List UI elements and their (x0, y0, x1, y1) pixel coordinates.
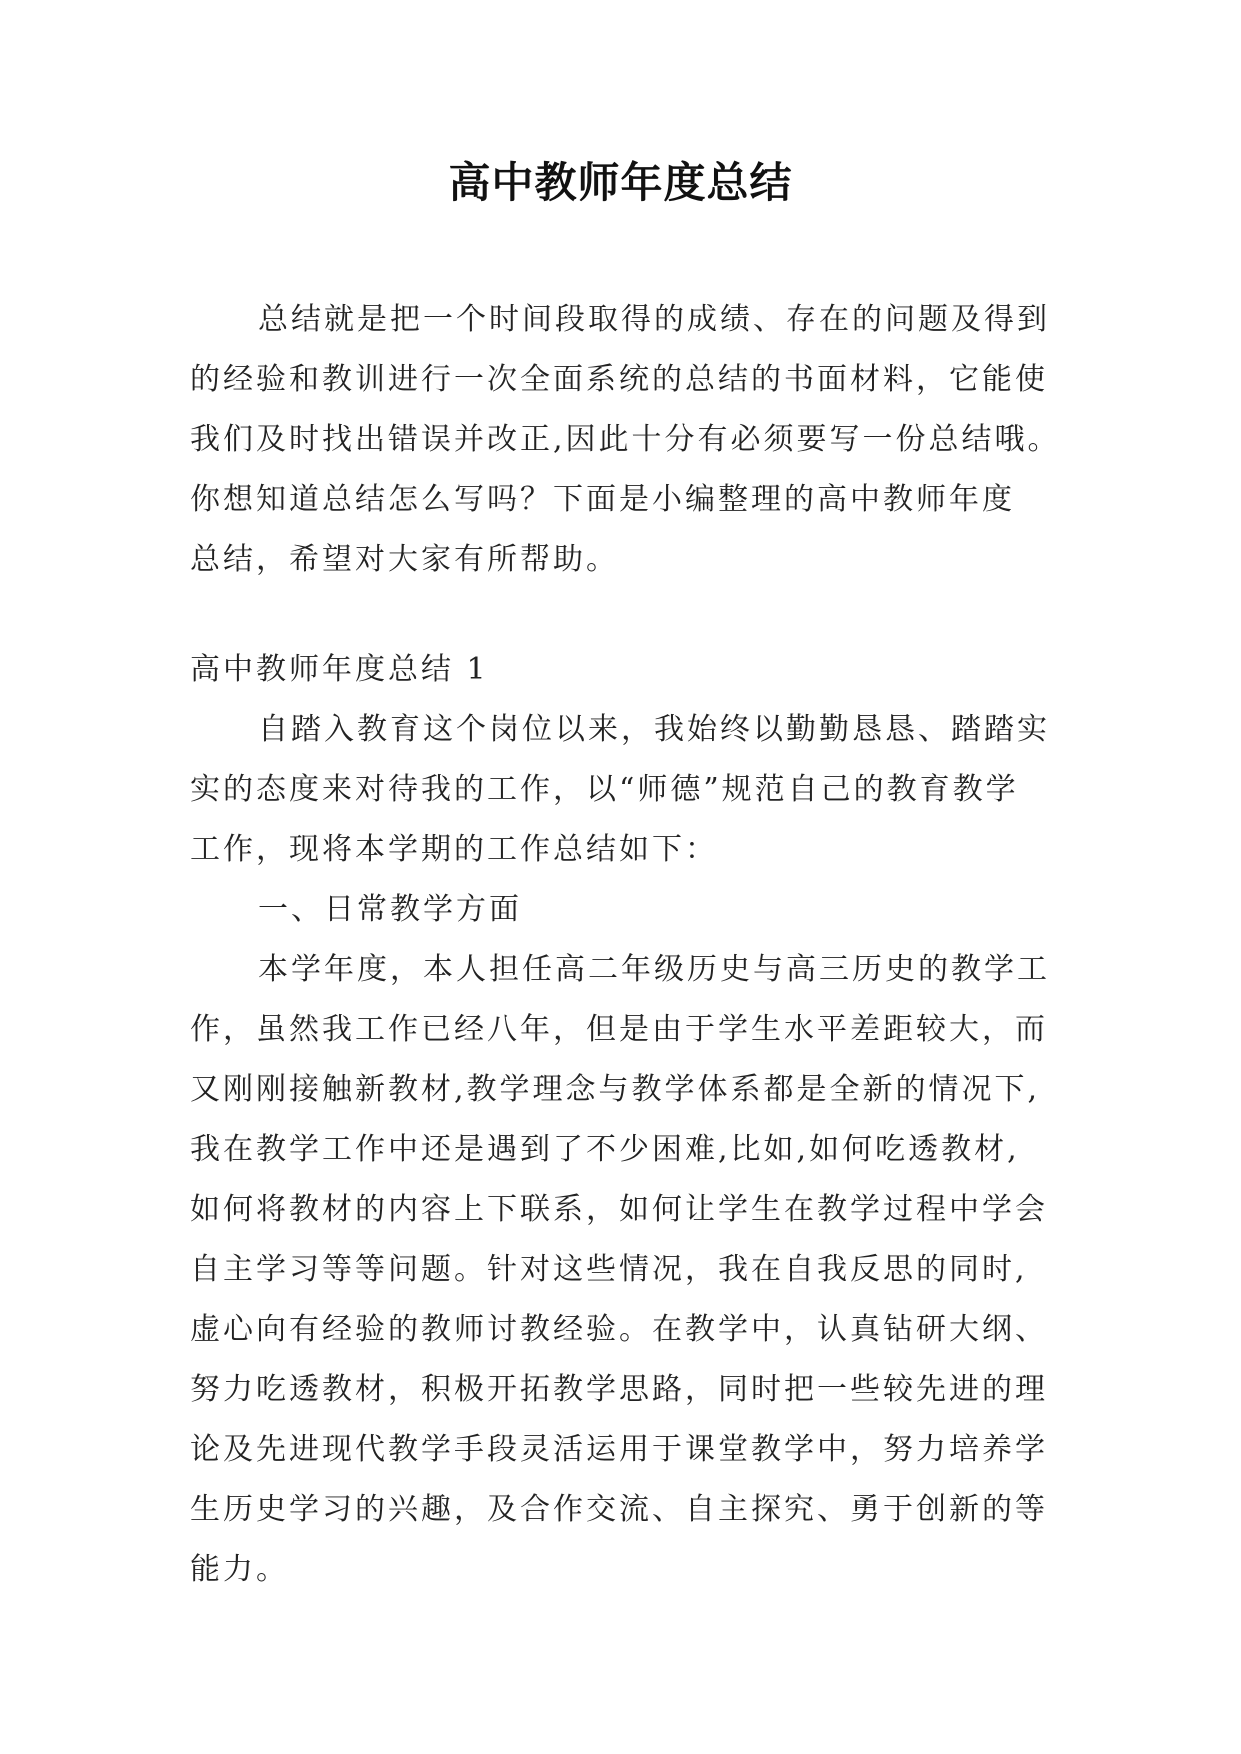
paragraph-2-line: 能力。 (190, 1552, 289, 1587)
intro-line: 总结就是把一个时间段取得的成绩、存在的问题及得到 (258, 302, 1050, 337)
paragraph-1-line: 实的态度来对待我的工作，以“师德”规范自己的教育教学 (190, 772, 1019, 807)
document-title: 高中教师年度总结 (448, 158, 793, 207)
subheading-daily-teaching: 一、日常教学方面 (258, 892, 522, 927)
paragraph-2-line: 论及先进现代教学手段灵活运用于课堂教学中，努力培养学 (190, 1432, 1048, 1467)
paragraph-2-line: 作，虽然我工作已经八年，但是由于学生水平差距较大，而 (190, 1012, 1048, 1047)
section-heading: 高中教师年度总结 1 (190, 652, 489, 687)
intro-line: 的经验和教训进行一次全面系统的总结的书面材料，它能使 (190, 362, 1048, 397)
intro-paragraph (190, 290, 1070, 590)
paragraph-1-line: 自踏入教育这个岗位以来，我始终以勤勤恳恳、踏踏实 (258, 712, 1050, 747)
paragraph-2-line: 本学年度，本人担任高二年级历史与高三历史的教学工 (258, 952, 1050, 987)
main-content (190, 640, 1070, 1600)
intro-line: 我们及时找出错误并改正,因此十分有必须要写一份总结哦。 (190, 422, 1061, 457)
paragraph-2-line: 虚心向有经验的教师讨教经验。在教学中，认真钻研大纲、 (190, 1312, 1048, 1347)
intro-line: 总结，希望对大家有所帮助。 (190, 542, 619, 577)
paragraph-2-line: 生历史学习的兴趣，及合作交流、自主探究、勇于创新的等 (190, 1492, 1048, 1527)
paragraph-1-line: 工作，现将本学期的工作总结如下： (190, 832, 718, 867)
paragraph-2-line: 自主学习等等问题。针对这些情况，我在自我反思的同时, (190, 1252, 1028, 1287)
paragraph-2-line: 如何将教材的内容上下联系，如何让学生在教学过程中学会 (190, 1192, 1048, 1227)
paragraph-2-line: 我在教学工作中还是遇到了不少困难,比如,如何吃透教材, (190, 1132, 1020, 1167)
paragraph-2-line: 又刚刚接触新教材,教学理念与教学体系都是全新的情况下, (190, 1072, 1041, 1107)
intro-line: 你想知道总结怎么写吗？下面是小编整理的高中教师年度 (190, 482, 1015, 517)
paragraph-2-line: 努力吃透教材，积极开拓教学思路，同时把一些较先进的理 (190, 1372, 1048, 1407)
